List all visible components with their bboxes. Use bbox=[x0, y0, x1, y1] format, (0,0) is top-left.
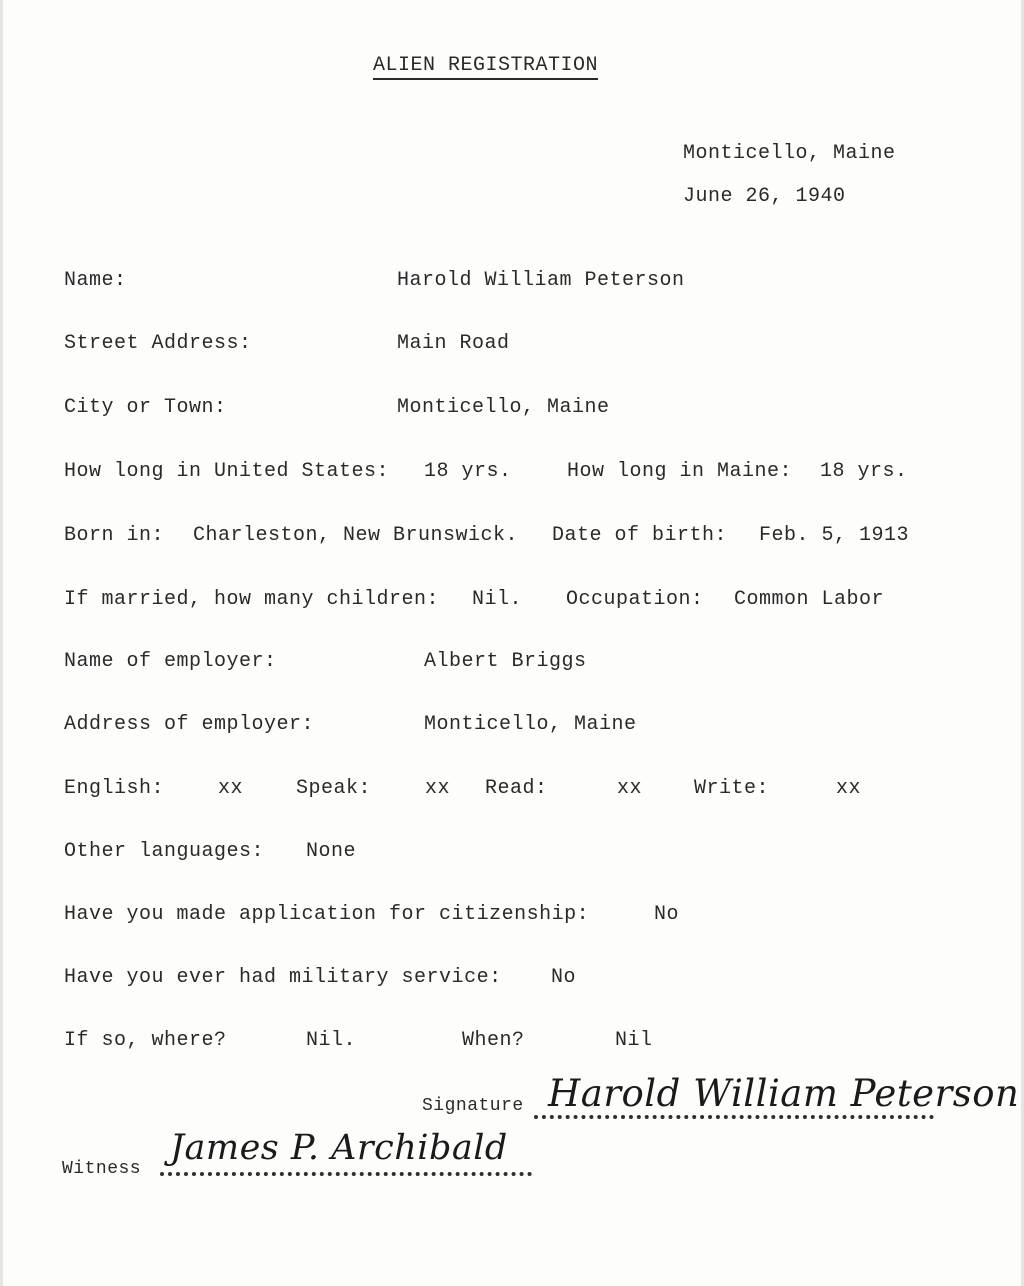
name-label: Name: bbox=[64, 269, 127, 292]
children-value: Nil. bbox=[472, 588, 523, 611]
citizenship-label: Have you made application for citizenship: bbox=[64, 903, 590, 926]
signature-label: Signature bbox=[422, 1096, 524, 1116]
street-address-value: Main Road bbox=[397, 332, 510, 355]
military-service-value: No bbox=[551, 966, 577, 989]
city-label: City or Town: bbox=[64, 396, 227, 419]
document-title: ALIEN REGISTRATION bbox=[373, 55, 598, 80]
employer-name-value: Albert Briggs bbox=[424, 650, 587, 673]
years-in-maine-label: How long in Maine: bbox=[567, 460, 793, 483]
english-label: English: bbox=[64, 777, 165, 800]
read-label: Read: bbox=[485, 777, 548, 800]
born-in-label: Born in: bbox=[64, 524, 165, 547]
write-value: xx bbox=[836, 777, 862, 800]
when-value: Nil bbox=[615, 1029, 653, 1052]
date-of-birth-value: Feb. 5, 1913 bbox=[759, 524, 910, 547]
read-value: xx bbox=[617, 777, 643, 800]
signature-line bbox=[534, 1115, 934, 1119]
military-service-label: Have you ever had military service: bbox=[64, 966, 502, 989]
employer-address-label: Address of employer: bbox=[64, 713, 315, 736]
date-of-birth-label: Date of birth: bbox=[552, 524, 728, 547]
where-value: Nil. bbox=[306, 1029, 357, 1052]
employer-name-label: Name of employer: bbox=[64, 650, 277, 673]
page-edge-left bbox=[0, 0, 3, 1286]
occupation-value: Common Labor bbox=[734, 588, 885, 611]
english-value: xx bbox=[218, 777, 244, 800]
name-value: Harold William Peterson bbox=[397, 269, 685, 292]
street-address-label: Street Address: bbox=[64, 332, 252, 355]
other-languages-value: None bbox=[306, 840, 357, 863]
witness-label: Witness bbox=[62, 1159, 142, 1179]
citizenship-value: No bbox=[654, 903, 680, 926]
witness-handwriting: James P. Archibald bbox=[170, 1128, 508, 1168]
speak-value: xx bbox=[425, 777, 451, 800]
signature-handwriting: Harold William Peterson bbox=[548, 1072, 1020, 1115]
employer-address-value: Monticello, Maine bbox=[424, 713, 637, 736]
children-label: If married, how many children: bbox=[64, 588, 440, 611]
other-languages-label: Other languages: bbox=[64, 840, 265, 863]
write-label: Write: bbox=[694, 777, 770, 800]
where-label: If so, where? bbox=[64, 1029, 227, 1052]
document-place: Monticello, Maine bbox=[683, 142, 896, 165]
born-in-value: Charleston, New Brunswick. bbox=[193, 524, 519, 547]
years-in-us-label: How long in United States: bbox=[64, 460, 390, 483]
years-in-maine-value: 18 yrs. bbox=[820, 460, 908, 483]
city-value: Monticello, Maine bbox=[397, 396, 610, 419]
occupation-label: Occupation: bbox=[566, 588, 704, 611]
speak-label: Speak: bbox=[296, 777, 372, 800]
years-in-us-value: 18 yrs. bbox=[424, 460, 512, 483]
document-date: June 26, 1940 bbox=[683, 185, 846, 208]
witness-line bbox=[160, 1172, 532, 1176]
when-label: When? bbox=[462, 1029, 525, 1052]
